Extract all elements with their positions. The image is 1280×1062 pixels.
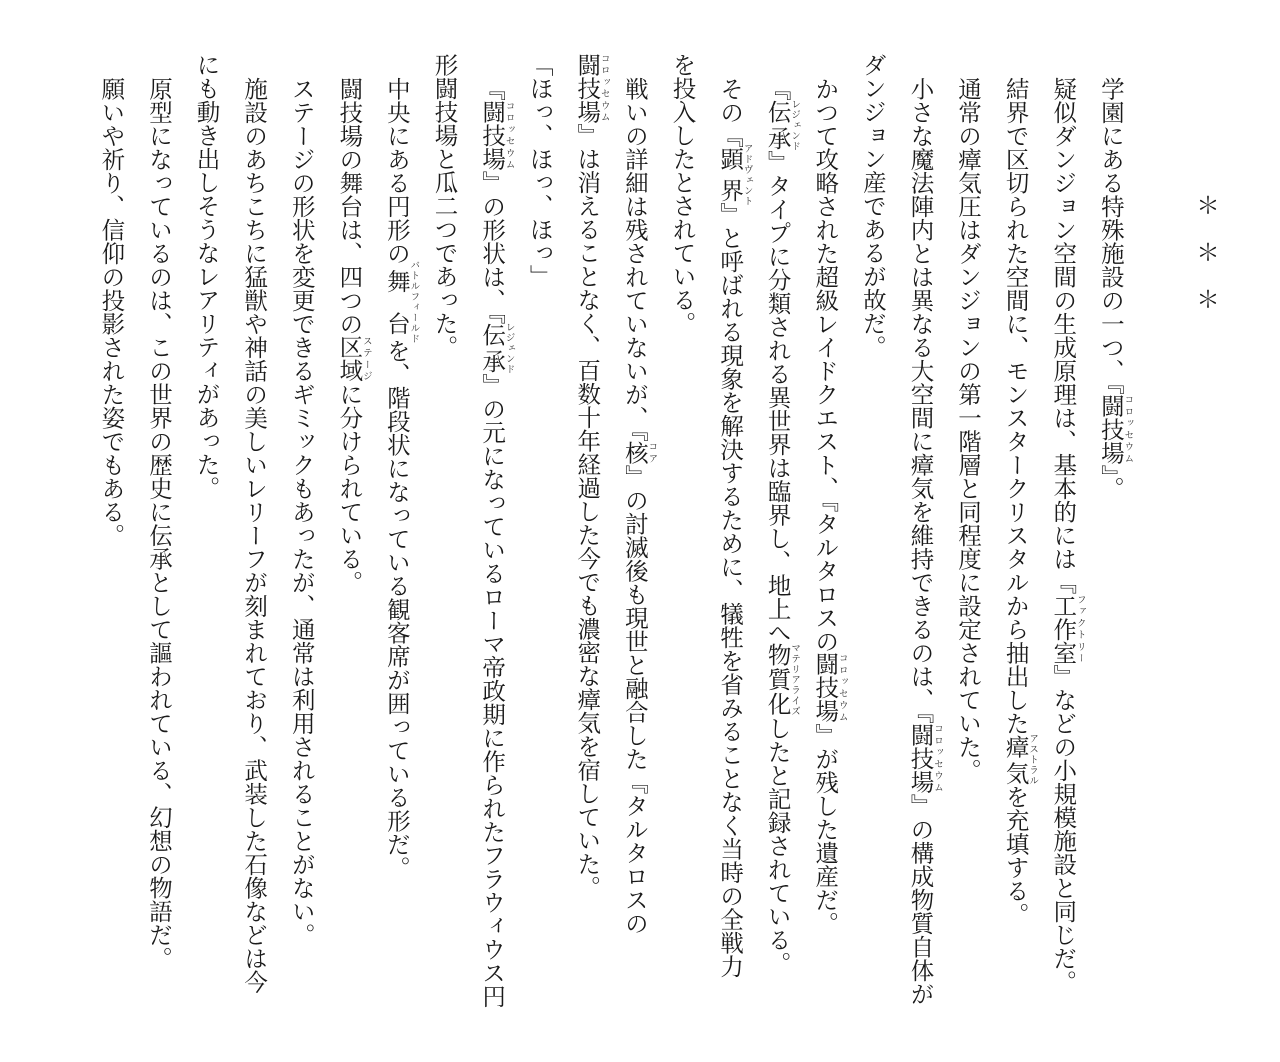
ruby-reading: コロッセウム <box>598 53 610 124</box>
text-segment: を、階段状になっている観客席が囲っている形だ。 <box>382 338 411 879</box>
text-segment: を充填する。 <box>1001 784 1030 926</box>
ruby-base: 闘技場 <box>811 652 840 723</box>
ruby-term <box>763 642 801 717</box>
text-segment: 』の構成物質自体が <box>906 793 935 1005</box>
blank-line <box>1134 53 1182 1028</box>
ruby-base: 物質化 <box>763 642 792 717</box>
text-segment: 』と呼ばれる現象を解決するために、犠牲を省みることなく当時の全戦力 <box>716 202 745 978</box>
text-segment: その『 <box>716 76 745 147</box>
text-line <box>896 53 944 1028</box>
ruby-reading: コロッセウム <box>1122 393 1134 465</box>
ruby-reading: コロッセウム <box>503 100 515 171</box>
ruby-reading: レジェンド <box>789 98 801 152</box>
vertical-text-page <box>87 53 1229 1028</box>
text-line <box>372 53 420 1028</box>
ruby-reading: レジェンド <box>503 321 515 375</box>
text-segment: 『 <box>478 76 507 100</box>
text-segment: 闘技場の舞台は、四つの <box>335 76 364 335</box>
text-segment: 』の元になっているローマ帝政期に作られたフラウィウス円 <box>478 373 507 1008</box>
text-segment: 』タイプに分類される異世界は臨界し、地上へ <box>763 149 792 644</box>
text-line <box>515 53 563 1028</box>
text-line <box>801 53 849 1028</box>
text-segment: にも動き出しそうなレアリティがあった。 <box>192 53 221 500</box>
text-segment: かつて攻略された超級レイドクエスト、『タルタロスの <box>811 76 840 653</box>
ruby-base: 伝承 <box>478 321 507 375</box>
ruby-reading: コロッセウム <box>931 722 943 794</box>
text-segment: 『 <box>763 76 792 100</box>
ruby-reading: アドヴェント <box>741 143 753 206</box>
text-line <box>468 53 516 1028</box>
ruby-term <box>716 143 753 206</box>
text-line <box>705 53 753 1028</box>
text-line <box>87 53 135 1028</box>
text-line <box>134 53 182 1028</box>
text-segment: 「ほっ、ほっ、ほっ」 <box>525 53 554 288</box>
text-line <box>848 53 896 1028</box>
text-segment: 中央にある円形の <box>382 76 411 265</box>
ruby-base: 瘴気 <box>1001 733 1030 786</box>
text-line <box>610 53 658 1028</box>
ruby-reading: マテリアライズ <box>789 642 801 717</box>
text-line <box>325 53 373 1028</box>
text-segment: 結界で区切られた空間に、モンスタークリスタルから抽出した <box>1001 76 1030 735</box>
text-segment: したと記録されている。 <box>763 715 792 975</box>
text-segment: 形闘技場と瓜二つであった。 <box>430 53 459 359</box>
ruby-term <box>1096 393 1134 465</box>
ruby-term <box>478 100 515 171</box>
text-segment: 』が残した遺産だ。 <box>811 722 840 935</box>
ruby-base: 工作室 <box>1049 593 1078 664</box>
text-segment: 』などの小規模施設と同じだ。 <box>1049 664 1078 993</box>
ruby-term <box>1049 593 1086 665</box>
text-segment: 』は消えることなく、百数十年経過した今でも濃密な瘴気を宿していた。 <box>573 123 602 899</box>
text-line <box>182 53 230 1028</box>
section-separator: ＊ ＊ ＊ <box>1192 193 1220 311</box>
ruby-term <box>573 53 610 124</box>
text-line <box>658 53 706 1028</box>
ruby-base: 舞台 <box>382 259 411 344</box>
ruby-term <box>620 440 658 465</box>
ruby-term <box>811 652 848 723</box>
ruby-term <box>1001 733 1039 786</box>
ruby-base: 顕界 <box>716 143 745 206</box>
text-segment: 小さな魔法陣内とは異なる大空間に瘴気を維持できるのは、『 <box>906 76 935 723</box>
ruby-base: 闘技場 <box>1096 393 1125 465</box>
text-line <box>943 53 991 1028</box>
text-line <box>1086 53 1134 1028</box>
ruby-reading: コロッセウム <box>836 652 848 723</box>
text-segment: 願いや祈り、信仰の投影された姿でもある。 <box>97 76 126 547</box>
text-segment: 』。 <box>1096 464 1125 500</box>
ruby-base: 伝承 <box>763 98 792 152</box>
text-segment: ダンジョン産であるが故だ。 <box>858 53 887 359</box>
text-line <box>563 53 611 1028</box>
ruby-reading: ステージ <box>360 335 372 382</box>
ruby-term <box>335 335 372 382</box>
text-line <box>753 53 801 1028</box>
ruby-term <box>763 98 801 152</box>
text-segment: 学園にある特殊施設の一つ、『 <box>1096 76 1125 394</box>
text-line <box>991 53 1039 1028</box>
text-segment: 戦いの詳細は残されていないが、『 <box>620 76 649 441</box>
text-segment: を投入したとされている。 <box>668 53 697 335</box>
text-segment: 施設のあちこちに猛獣や神話の美しいレリーフが刻まれており、武装した石像などは今 <box>240 76 269 993</box>
ruby-reading: アストラル <box>1027 733 1039 786</box>
text-line <box>420 53 468 1028</box>
text-line <box>1039 53 1087 1028</box>
ruby-base: 闘技場 <box>573 53 602 124</box>
ruby-base: 闘技場 <box>478 100 507 171</box>
text-segment: 』の形状は、『 <box>478 170 507 324</box>
text-segment: 通常の瘴気圧はダンジョンの第一階層と同程度に設定されていた。 <box>954 76 983 782</box>
ruby-base: 核 <box>620 440 649 465</box>
ruby-base: 区域 <box>335 335 364 382</box>
ruby-reading: コア <box>646 440 658 465</box>
text-segment: に分けられている。 <box>335 382 364 594</box>
text-segment: 原型になっているのは、この世界の歴史に伝承として謳われている、幻想の物語だ。 <box>144 76 173 970</box>
text-line <box>230 53 278 1028</box>
ruby-reading: バトルフィールド <box>408 259 420 344</box>
ruby-term <box>906 722 943 794</box>
ruby-term <box>382 259 420 344</box>
text-line <box>277 53 325 1028</box>
ruby-reading: ファクトリー <box>1074 593 1086 664</box>
text-segment: 疑似ダンジョン空間の生成原理は、基本的には『 <box>1049 76 1078 594</box>
ruby-base: 闘技場 <box>906 722 935 794</box>
ruby-term <box>478 321 515 375</box>
text-segment: 』の討滅後も現世と融合した『タルタロスの <box>620 464 649 935</box>
text-segment: ステージの形状を変更できるギミックもあったが、通常は利用されることがない。 <box>287 76 316 946</box>
